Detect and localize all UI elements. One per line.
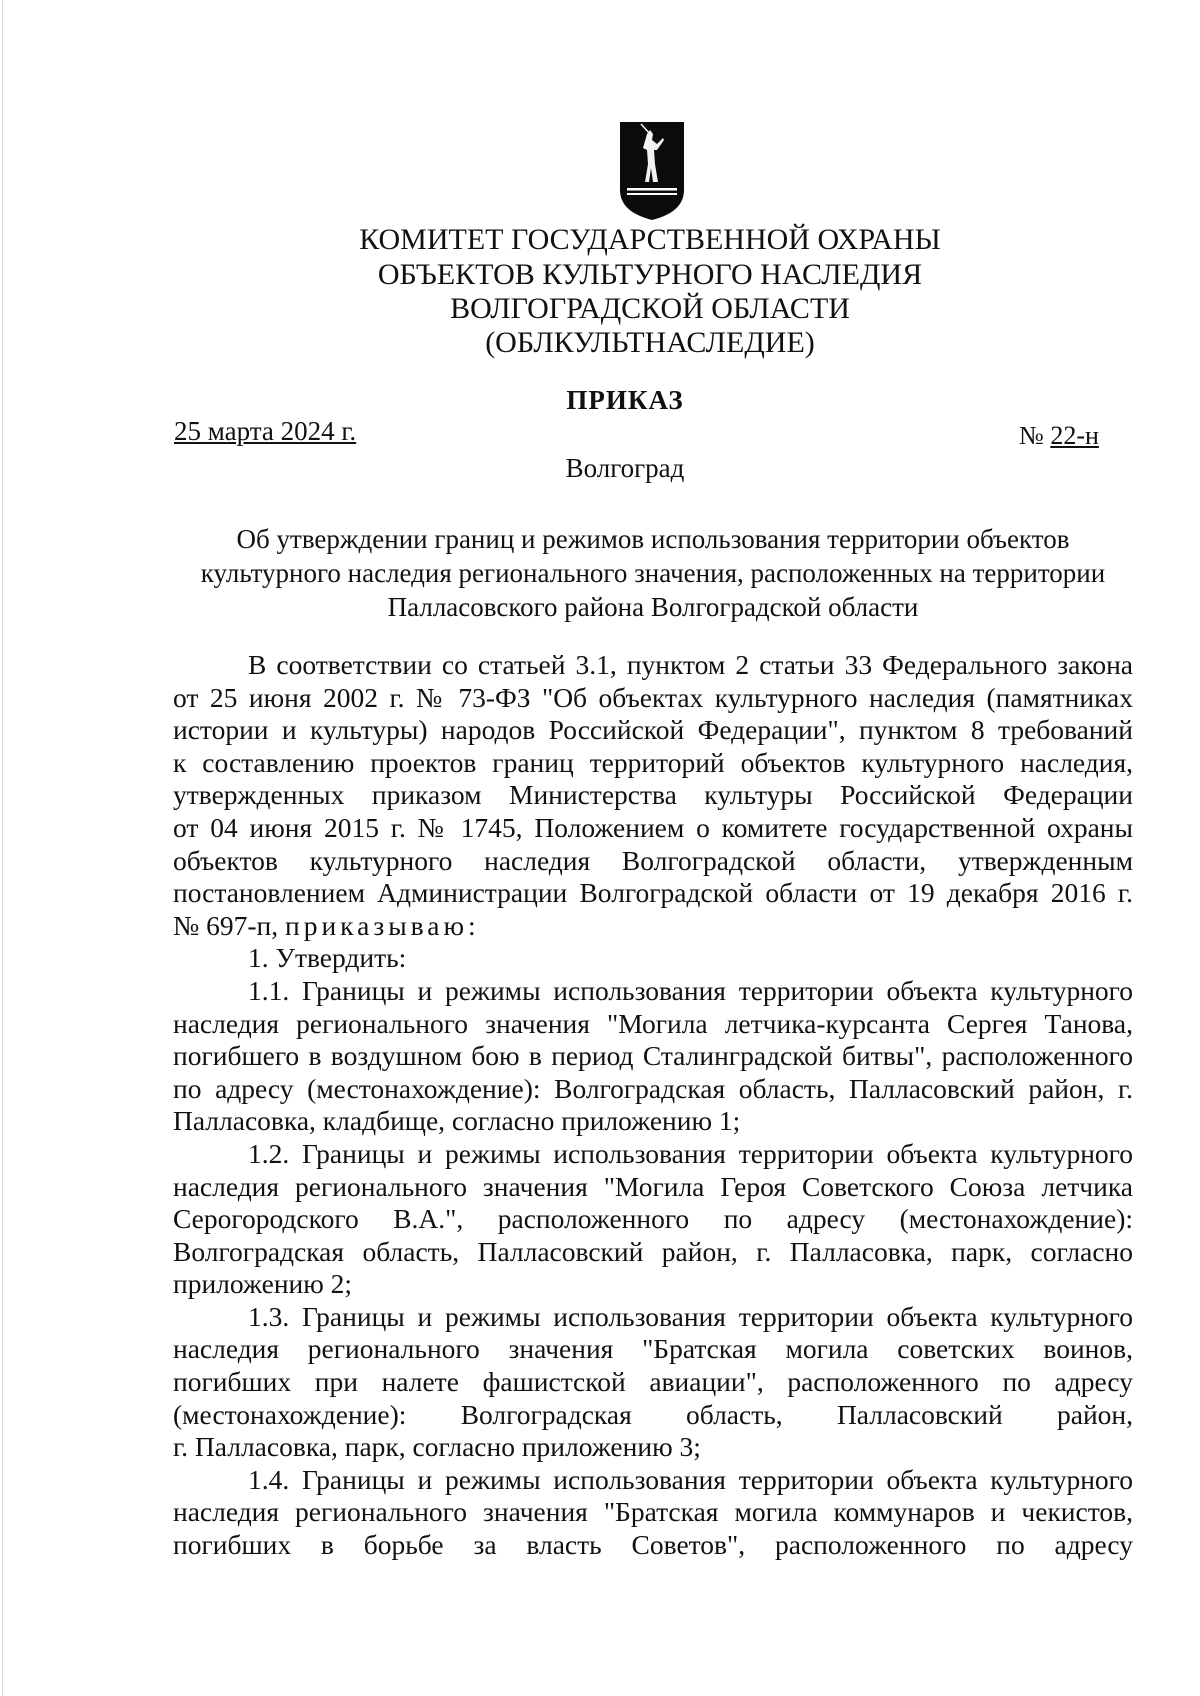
order-number-value: 22-н	[1050, 421, 1099, 450]
item-1	[173, 942, 1133, 975]
item-1-3-line: наследия регионального значения "Братская могила советских воинов,	[173, 1333, 1133, 1365]
header-line-3: ВОЛГОГРАДСКОЙ ОБЛАСТИ	[450, 292, 850, 325]
preamble-line: истории и культуры) народов Российской Федерации", пунктом 8 требований	[173, 714, 1133, 746]
item-1-2-line: приложению 2;	[173, 1268, 353, 1300]
order-body	[173, 649, 1133, 1562]
item-1-1-line: Палласовка, кладбище, согласно приложению 1;	[173, 1105, 741, 1137]
scan-edge-line	[2, 0, 3, 1696]
item-1-2-line: Волгоградская область, Палласовский район, г. Палласовка, парк, согласно	[173, 1235, 1133, 1267]
preamble-line: к составлению проектов границ территорий объектов культурного наследия,	[173, 746, 1133, 778]
item-1-2	[173, 1138, 1133, 1301]
item-1-1-line: погибшего в воздушном бою в период Сталинградской битвы", расположенного	[173, 1040, 1133, 1072]
subject-line-1: Об утверждении границ и режимов использования территории объектов	[236, 524, 1070, 554]
order-city: Волгоград	[565, 453, 685, 483]
item-1-2-line: Серогородского В.А.", расположенного по адресу (местонахождение):	[173, 1203, 1133, 1235]
item-1-3-line: г. Палласовка, парк, согласно приложению 3;	[173, 1431, 701, 1463]
item-1-1-line: наследия регионального значения "Могила летчика-курсанта Сергея Танова,	[173, 1007, 1133, 1039]
item-1-3	[173, 1301, 1133, 1464]
item-1-2-line: 1.2. Границы и режимы использования территории объекта культурного	[248, 1137, 1133, 1169]
item-1-4-line: погибших в борьбе за власть Советов", расположенного по адресу	[173, 1529, 1133, 1561]
order-subject	[174, 522, 1132, 624]
item-1-4	[173, 1464, 1133, 1562]
preamble-verb: приказываю:	[285, 909, 480, 941]
item-1-1-line: по адресу (местонахождение): Волгоградская область, Палласовский район, г.	[173, 1072, 1133, 1104]
order-number-prefix: №	[1019, 421, 1051, 450]
item-1-4-line: наследия регионального значения "Братская могила коммунаров и чекистов,	[173, 1496, 1133, 1528]
order-title: ПРИКАЗ	[566, 385, 684, 415]
preamble-line: от 25 июня 2002 г. № 73-ФЗ "Об объектах культурного наследия (памятниках	[173, 681, 1133, 713]
item-1-1	[173, 975, 1133, 1138]
item-1-3-line: погибших при налете фашистской авиации", расположенного по адресу	[173, 1366, 1133, 1398]
header-line-1: КОМИТЕТ ГОСУДАРСТВЕННОЙ ОХРАНЫ	[359, 223, 941, 256]
preamble-line: постановлением Администрации Волгоградской области от 19 декабря 2016 г.	[173, 877, 1133, 909]
preamble-paragraph	[173, 649, 1133, 942]
item-1-line: 1. Утвердить:	[248, 942, 407, 974]
header-line-4: (ОБЛКУЛЬТНАСЛЕДИЕ)	[485, 326, 815, 359]
preamble-line	[173, 910, 1133, 943]
subject-line-2: культурного наследия регионального значения, расположенных на территории	[200, 558, 1106, 588]
subject-line-3: Палласовского района Волгоградской области	[387, 592, 919, 622]
preamble-line: объектов культурного наследия Волгоградской области, утвержденным	[173, 844, 1133, 876]
header-line-2: ОБЪЕКТОВ КУЛЬТУРНОГО НАСЛЕДИЯ	[377, 258, 923, 291]
coat-of-arms-emblem	[617, 120, 687, 222]
item-1-3-line: 1.3. Границы и режимы использования территории объекта культурного	[248, 1300, 1133, 1332]
item-1-3-line: (местонахождение): Волгоградская область, Палласовский район,	[173, 1398, 1133, 1430]
item-1-4-line: 1.4. Границы и режимы использования территории объекта культурного	[248, 1463, 1133, 1495]
preamble-last: № 697-п,	[173, 909, 279, 941]
order-number	[1019, 421, 1099, 451]
item-1-1-line: 1.1. Границы и режимы использования территории объекта культурного	[248, 974, 1133, 1006]
preamble-line: утвержденных приказом Министерства культуры Российской Федерации	[173, 779, 1133, 811]
preamble-line: В соответствии со статьей 3.1, пунктом 2 статьи 33 Федерального закона	[248, 649, 1133, 680]
order-date: 25 марта 2024 г.	[174, 416, 357, 446]
item-1-2-line: наследия регионального значения "Могила Героя Советского Союза летчика	[173, 1170, 1133, 1202]
preamble-line: от 04 июня 2015 г. № 1745, Положением о комитете государственной охраны	[173, 811, 1133, 843]
